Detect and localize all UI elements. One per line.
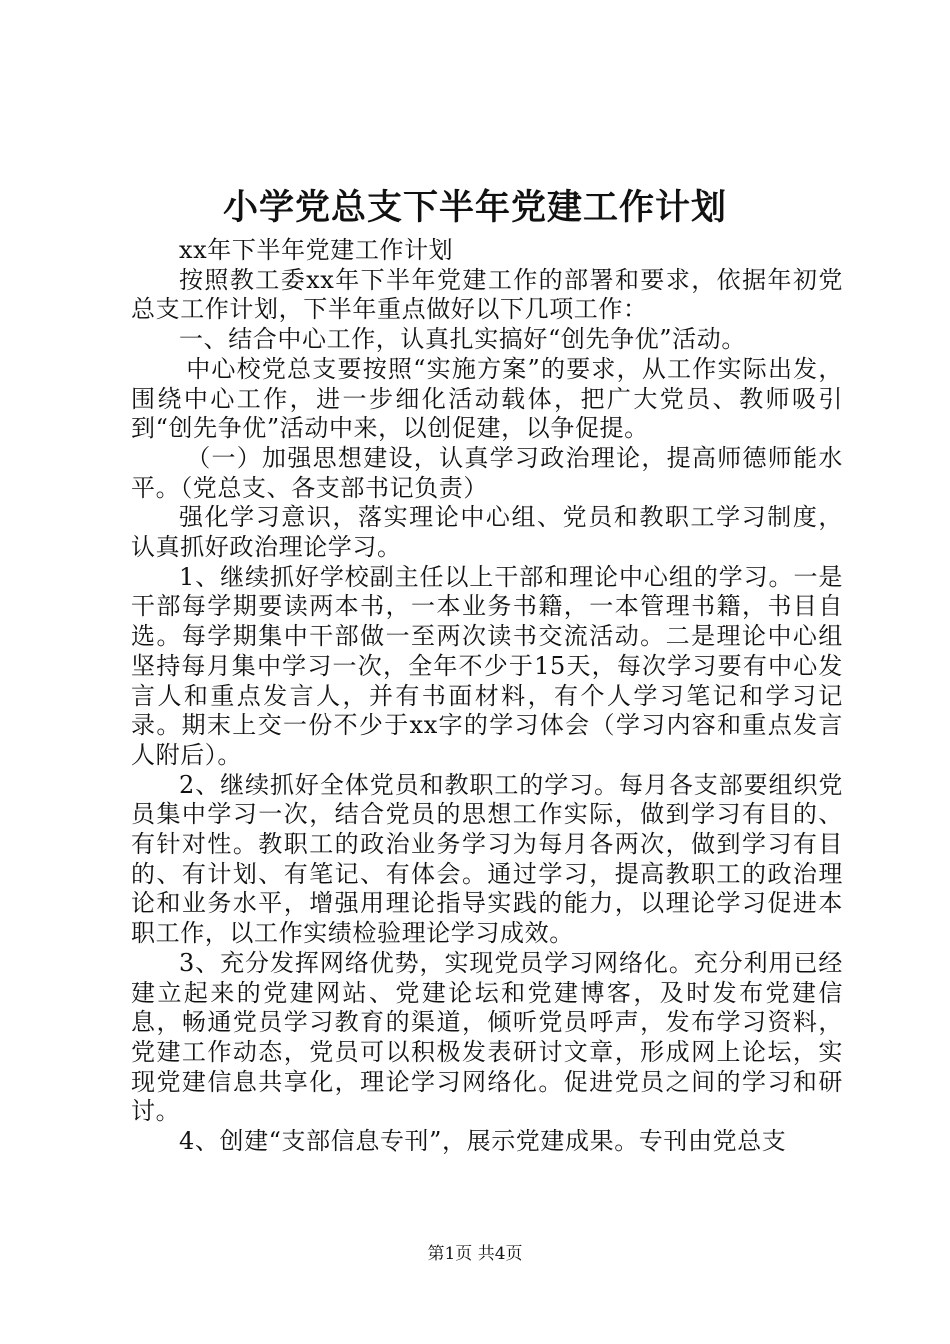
list-item-2: 2、继续抓好全体党员和教职工的学习。每月各支部要组织党员集中学习一次，结合党员的思想工作实际，做到学习有目的、有针对性。教职工的政治业务学习为每月各两次，做到学习有目的、有计划、有笔记、有体会。通过学习，提高教职工的政治理论和业务水平，增强用理论指导实践的能力，以理论学习促进本职工作，以工作实绩检验理论学习成效。	[131, 770, 843, 948]
document-title: 小学党总支下半年党建工作计划	[222, 187, 727, 228]
subsection-heading-1: （一）加强思想建设，认真学习政治理论，提高师德师能水平。（党总支、各支部书记负责）	[131, 443, 843, 502]
section-heading-1: 一、结合中心工作，认真扎实搞好“创先争优”活动。	[179, 325, 746, 354]
page-number-footer: 第1页 共4页	[427, 1244, 523, 1264]
body-paragraph: 强化学习意识，落实理论中心组、党员和教职工学习制度，认真抓好政治理论学习。	[131, 503, 843, 562]
list-item-3: 3、充分发挥网络优势，实现党员学习网络化。充分利用已经建立起来的党建网站、党建论坛和党建博客，及时发布党建信息，畅通党员学习教育的渠道，倾听党员呼声，发布学习资料，党建工作动态，党员可以积极发表研讨文章，形成网上论坛，实现党建信息共享化，理论学习网络化。促进党员之间的学习和研讨。	[131, 948, 843, 1126]
document-body	[131, 236, 843, 1157]
intro-paragraph: 按照教工委xx年下半年党建工作的部署和要求，依据年初党总支工作计划，下半年重点做好以下几项工作：	[131, 265, 843, 324]
subtitle-paragraph: xx年下半年党建工作计划	[179, 236, 454, 264]
list-item-4: 4、创建“支部信息专刊”，展示党建成果。专刊由党总支	[179, 1127, 787, 1156]
body-paragraph: 中心校党总支要按照“实施方案”的要求，从工作实际出发，围绕中心工作，进一步细化活动载体，把广大党员、教师吸引到“创先争优”活动中来，以创促建，以争促提。	[131, 354, 843, 443]
list-item-1: 1、继续抓好学校副主任以上干部和理论中心组的学习。一是干部每学期要读两本书，一本业务书籍，一本管理书籍，书目自选。每学期集中干部做一至两次读书交流活动。二是理论中心组坚持每月集中学习一次，全年不少于15天，每次学习要有中心发言人和重点发言人，并有书面材料，有个人学习笔记和学习记录。期末上交一份不少于xx字的学习体会（学习内容和重点发言人附后）。	[131, 562, 843, 769]
